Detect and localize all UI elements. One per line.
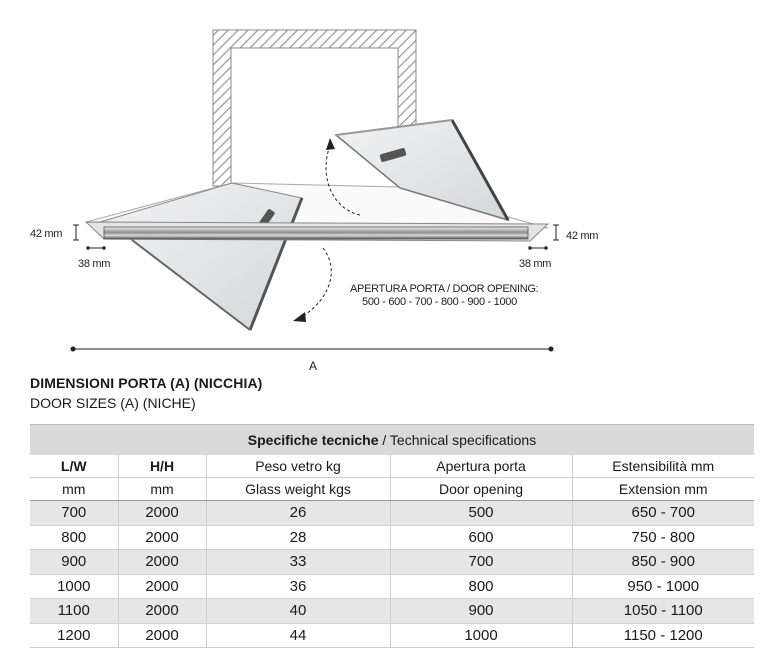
cell-width: 1100 (30, 599, 118, 624)
cell-width: 1200 (30, 623, 118, 648)
col-header-height: H/H (118, 455, 206, 478)
column-header-row (30, 455, 754, 478)
cell-height: 2000 (118, 525, 206, 550)
table-row (30, 599, 754, 624)
table-row (30, 623, 754, 648)
cell-extension: 1150 - 1200 (572, 623, 754, 648)
cell-glass-weight: 40 (206, 599, 390, 624)
section-subtitle: DOOR SIZES (A) (NICHE) (30, 395, 196, 411)
cell-height: 2000 (118, 599, 206, 624)
dim-bottom-right: 38 mm (519, 258, 552, 270)
col-sub-extension: Extension mm (572, 478, 754, 501)
cell-door-opening: 600 (390, 525, 572, 550)
col-header-extension: Estensibilità mm (572, 455, 754, 478)
col-header-glass-weight: Peso vetro kg (206, 455, 390, 478)
dim-top-left: 42 mm (30, 228, 63, 240)
cell-extension: 650 - 700 (572, 501, 754, 526)
cell-width: 1000 (30, 574, 118, 599)
cell-glass-weight: 33 (206, 550, 390, 575)
caption-english: Technical specifications (389, 432, 537, 448)
dim-top-right: 42 mm (566, 230, 599, 242)
cell-glass-weight: 36 (206, 574, 390, 599)
bottom-profile-bar (86, 222, 548, 241)
specifications-table (30, 424, 754, 648)
cell-extension: 1050 - 1100 (572, 599, 754, 624)
cell-width: 700 (30, 501, 118, 526)
cell-door-opening: 500 (390, 501, 572, 526)
col-header-door-opening: Apertura porta (390, 455, 572, 478)
cell-extension: 850 - 900 (572, 550, 754, 575)
section-title: DIMENSIONI PORTA (A) (NICCHIA) (30, 375, 263, 391)
table-row (30, 501, 754, 526)
caption-separator: / (378, 432, 390, 448)
table-caption-row (30, 425, 754, 456)
dim-bottom-left: 38 mm (78, 258, 111, 270)
cell-height: 2000 (118, 550, 206, 575)
cell-door-opening: 1000 (390, 623, 572, 648)
width-label: A (309, 359, 317, 373)
col-sub-height: mm (118, 478, 206, 501)
column-subheader-row (30, 478, 754, 501)
table-row (30, 550, 754, 575)
cell-door-opening: 800 (390, 574, 572, 599)
cell-glass-weight: 44 (206, 623, 390, 648)
col-sub-door-opening: Door opening (390, 478, 572, 501)
cell-height: 2000 (118, 623, 206, 648)
cell-height: 2000 (118, 574, 206, 599)
wall-niche (213, 30, 416, 208)
left-glass-panel (100, 183, 302, 330)
cell-extension: 950 - 1000 (572, 574, 754, 599)
cell-glass-weight: 26 (206, 501, 390, 526)
cell-door-opening: 900 (390, 599, 572, 624)
table-caption (30, 425, 754, 456)
col-sub-glass-weight: Glass weight kgs (206, 478, 390, 501)
cell-height: 2000 (118, 501, 206, 526)
col-sub-width: mm (30, 478, 118, 501)
cell-extension: 750 - 800 (572, 525, 754, 550)
opening-label-line2: 500 - 600 - 700 - 800 - 900 - 1000 (362, 296, 517, 308)
col-header-width: L/W (30, 455, 118, 478)
cell-glass-weight: 28 (206, 525, 390, 550)
opening-label-line1: APERTURA PORTA / DOOR OPENING: (350, 283, 539, 295)
table-row (30, 574, 754, 599)
caption-italian: Specifiche tecniche (247, 432, 379, 448)
cell-width: 800 (30, 525, 118, 550)
table-row (30, 525, 754, 550)
cell-door-opening: 700 (390, 550, 572, 575)
cell-width: 900 (30, 550, 118, 575)
